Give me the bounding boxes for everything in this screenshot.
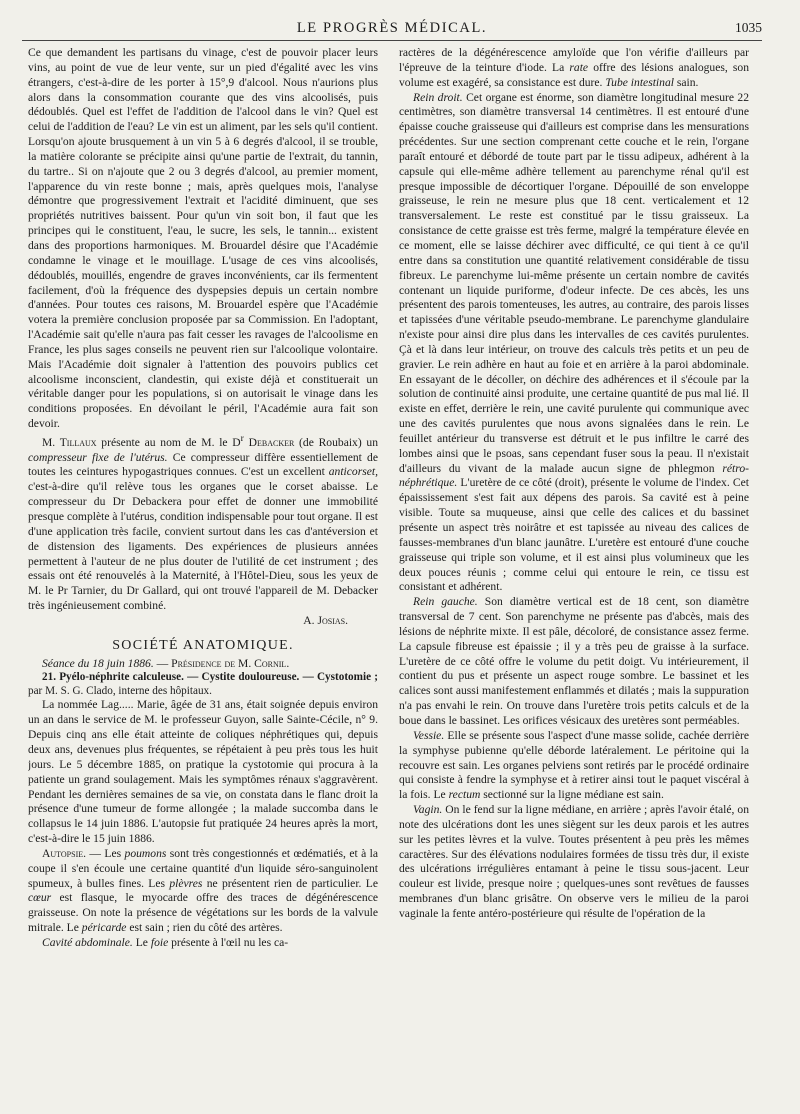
case-title: 21. Pyélo-néphrite calculeuse. — Cystite douloureuse. — Cystotomie ;	[42, 671, 378, 684]
paragraph-vagin: Vagin. On le fend sur la ligne médiane, en arrière ; après l'avoir étalé, on note des ulcérations dont les unes siègent sur les deux parois et les autres sur les petites lèvres et la vulve. Toutes présentent à peu près les mêmes caractères. Sur des élévations nodulaires formées de tissu très dur, il existe des ulcérations irrégulières entamant à peine le tissu sous-jacent. Leur couleur est livide, presque noire ; quelques-unes sont revêtues de fausses membranes d'un blanc grisâtre. On observe vers le milieu de la paroi vaginale la fente antéro-postérieure qui résulte de l'opération de la	[399, 803, 749, 920]
device-name: compresseur fixe de l'utérus.	[28, 450, 168, 464]
paragraph-history: La nommée Lag..... Marie, âgée de 31 ans, était soignée depuis environ un an dans le service de M. le professeur Guyon, salle Sainte-Cécile, n° 9. Depuis cinq ans elle était atteinte de coliques néphrétiques qui, depuis deux ans, devenues plus fréquentes, se répétaient à peu près tous les huit jours. Le 5 décembre 1885, on pratique la cystotomie qui procura à la patiente un grand soulagement. Mais les symptômes rénaux s'aggravèrent. Pendant les dernières semaines de sa vie, on constata dans le flanc droit la présence d'une tumeur de forme allongée ; la malade succomba dans le collapsus le 14 juin 1886. L'autopsie fut pratiquée 24 heures après la mort, c'est-à-dire le 15 juin 1886.	[28, 698, 378, 846]
case-byline: par M. S. G. Clado, interne des hôpitaux.	[28, 684, 212, 697]
paragraph-rein-droit: Rein droit. Cet organe est énorme, son diamètre longitudinal mesure 22 centimètres, son diamètre transversal 14 centimètres. Il est entouré d'une épaisse couche graisseuse qui d'ailleurs est comprise dans les mensurations précédentes. Sur une section comprenant cette couche et le rein, l'organe paraît entouré et débordé de toute part par le tissu adipeux, adhérent à la capsule qui elle-même adhère tellement au parenchyme rénal qu'il est presque impossible de décortiquer l'organe. Dépouillé de son enveloppe graisseuse, le rein ne mesure plus que 18 cent. verticalement et 12 transversalement. Le reste est constitué par le tissu graisseux. La consistance de cette graisse est très ferme, malgré la température élevée en ce moment, elle se laisse déchirer avec difficulté, ce qui tient à ce qu'il entre dans sa constitution une quantité relativement considérable de tissu fibreux. Le parenchyme lui-même présente un certain nombre de cavités contenant un liquide puriforme, d'odeur infecte. De ces abcès, les uns présentent des parois tomenteuses, les autres, au contraire, des parois lisses et tapissées d'une véritable pseudo-membrane. Le parenchyme glandulaire n'existe pour ainsi dire plus dans les intervalles de ces cavités purulentes. Çà et là dans leur intérieur, on trouve des calculs très petits et un peu de gravier. Le rein adhère en haut au foie et en arrière à la paroi abdominale. En essayant de le décoller, on déchire des adhérences et il s'écoule par la solution de continuité ainsi produite, une certaine quantité de pus mal lié. Il existe en effet, derrière le rein, une cavité purulente qui communique avec une des cavités purulentes que nous avons signalées dans le rein. Le feuillet antérieur du transverse est détruit et le pus infiltre le carré des lombes ainsi que le psoas, sans cependant fuser sous la peau. Il n'existait d'ailleurs du vivant de la malade aucun signe de phlegmon rétro-néphrétique. L'uretère de ce côté (droit), présente le volume de l'index. Cet épaississement s'est fait aux dépens des parois. Sa cavité est à peine visible. Toute sa muqueuse, ainsi que celle des calices et du bassinet présente un aspect très noirâtre et est tapissée au niveau des calices de fausses-membranes d'un blanc jaunâtre. L'uretère est entouré d'une couche graisseuse qui triple son volume, et il est ainsi plus volumineux que les deux pouces réunis ; comme celui qui entoure le rein, ce tissu est consistant et adhérent.	[399, 90, 749, 594]
signature: A. Josias.	[303, 613, 348, 627]
paragraph-vinage: Ce que demandent les partisans du vinage, c'est de pouvoir placer leurs vins, au point de vue de leur vente, sur un pied d'égalité avec les vins étrangers, c'est-à-dire de les porter à 15°,9 d'alcool. Nous n'aurions plus alors dans la consommation courante que des vins alcoolisés, puis dédoublés. Quel est l'effet de l'addition de l'alcool dans le vin? Quel est celui de l'addition de l'eau? Le vin est un aliment, par les sels qu'il contient. Lorsqu'on ajoute brusquement à un vin 5 à 6 degrés d'alcool, il se trouble, la matière colorante se précipite ainsi qu'une partie de l'extrait, du tannin, du tartre.. Si on n'ajoute que 2 ou 3 degrés d'alcool, au premier moment, l'apparence du vin reste bonne ; mais, après quelques mois, l'analyse démontre que progressivement l'extrait et l'acidité diminuent, que ses propriétés nutritives baissent. Pour qu'un vin soit bon, il faut que les principes qui le constituent, l'eau, le sucre, les sels, le tannin... existent dans des proportions harmoniques. M. Brouardel désire que l'Académie condamne le vinage et le mouillage. L'usage de ces vins alcoolisés, dédoublés, mouillés, engendre de graves inconvénients, car ils fermentent facilement, d'où la fréquence des dyspepsies depuis un certain nombre d'années. Pour toutes ces raisons, M. Brouardel espère que l'Académie votera la première conclusion proposée par sa Commission. En l'adoptant, l'Académie sait qu'elle n'aura pas fait cesser les ravages de l'alcoolisme en France, les plus sages conseils ne peuvent rien sur l'alcoolique volontaire. Mais l'Académie doit signaler à l'attention des pouvoirs publics cet alcoolisme inconscient, clandestin, qui existe déjà et constituerait un véritable danger pour les populations, si on autorisait le vinage dans les conditions proposées. En dévoilant le péril, l'Académie aura fait son devoir.	[28, 46, 378, 431]
running-header	[22, 18, 762, 41]
paragraph-foie: ractères de la dégénérescence amyloïde que l'on vérifie d'ailleurs par l'épreuve de la teinture d'iode. La rate offre des lésions analogues, son volume est exagéré, sa consistance est dure. Tube intestinal sain.	[399, 46, 749, 89]
session-date: Séance du 18 juin 1886.	[42, 656, 154, 670]
autopsie-label: Autopsie.	[42, 846, 87, 860]
paragraph-autopsie: Autopsie. — Les poumons sont très congestionnés et œdématiés, et à la coupe il s'en écoule une certaine quantité d'un liquide séro-sanguinolent spumeux, à bulles fines. Les plèvres ne présentent rien de particulier. Le cœur est flasque, le myocarde offre des traces de dégénérescence graisseuse. On note la présence de végétations sur les bords de la valvule mitrale. Le péricarde est sain ; rien du côté des artères.	[28, 846, 378, 935]
journal-title: LE PROGRÈS MÉDICAL.	[296, 20, 488, 36]
speaker-name: M. Tillaux	[42, 435, 97, 449]
paragraph-compresseur: M. Tillaux présente au nom de M. le $D^r$ Debacker (de Roubaix) un compresseur fixe de l'utérus. Ce compresseur diffère essentiellement de toutes les ceintures hypogastriques connues. C'est un excellent anticorset, c'est-à-dire qu'il relève tous les organes que le corset abaisse. Le compresseur du Dr Debackera pour effet de donner une immobilité presque complète à l'utérus, condition indispensable pour tout organe. Il est d'une application très facile, convient surtout dans les cas d'antéversion et de distension des ligaments. Des expériences de plusieurs années permettent à l'auteur de ne plus douter de l'utilité de cet instrument ; des essais ont été renouvelés à la Maternité, à l'Hôtel-Dieu, sous les yeux de M. le Pr Tarnier, du Dr Gallard, qui ont trouvé l'appareil de M. Debacker très ingénieusement combiné.	[28, 432, 378, 613]
section-title: SOCIÉTÉ ANATOMIQUE.	[112, 637, 294, 653]
right-column	[399, 46, 749, 1108]
paragraph-abdomen: Cavité abdominale. Le foie présente à l'œil nu les ca-	[42, 935, 289, 949]
case-heading	[28, 671, 378, 698]
session-president: — Présidence de M. Cornil.	[153, 656, 290, 670]
paragraph-vessie: Vessie. Elle se présente sous l'aspect d'une masse solide, cachée derrière la symphyse pubienne qu'elle déborde latéralement. Le péritoine qui la recouvre est sain. Les organes pelviens sont retirés par le procédé ordinaire qui consiste à fendre la symphyse et à retirer ainsi tout le paquet viscéral à la fois. Le rectum sectionné sur la ligne médiane est sain.	[399, 728, 749, 802]
session-line	[28, 657, 378, 672]
left-column	[28, 46, 378, 1108]
author-name: Debacker	[243, 435, 295, 449]
paragraph-rein-gauche: Rein gauche. Son diamètre vertical est de 18 cent, son diamètre transversal de 7 cent. Son parenchyme ne présente pas d'abcès, mais des lésions de néphrite mixte. Il est pâle, décoloré, de consistance assez ferme. La capsule fibreuse est épaissie ; il y a très peu de graisse à la surface. L'uretère de ce côté offre le volume du petit doigt. Vu intérieurement, il contient du pus et présente un aspect rouge sombre. Le bassinet et les calices sont aussi manifestement enflammés et dilatés ; mais la suppuration n'a pas envahi le rein. On trouve dans l'uretère trois petits calculs et de la boue dans le bassinet. Les orifices vésicaux des uretères sont perméables.	[399, 595, 749, 727]
page-number: 1035	[735, 20, 762, 35]
